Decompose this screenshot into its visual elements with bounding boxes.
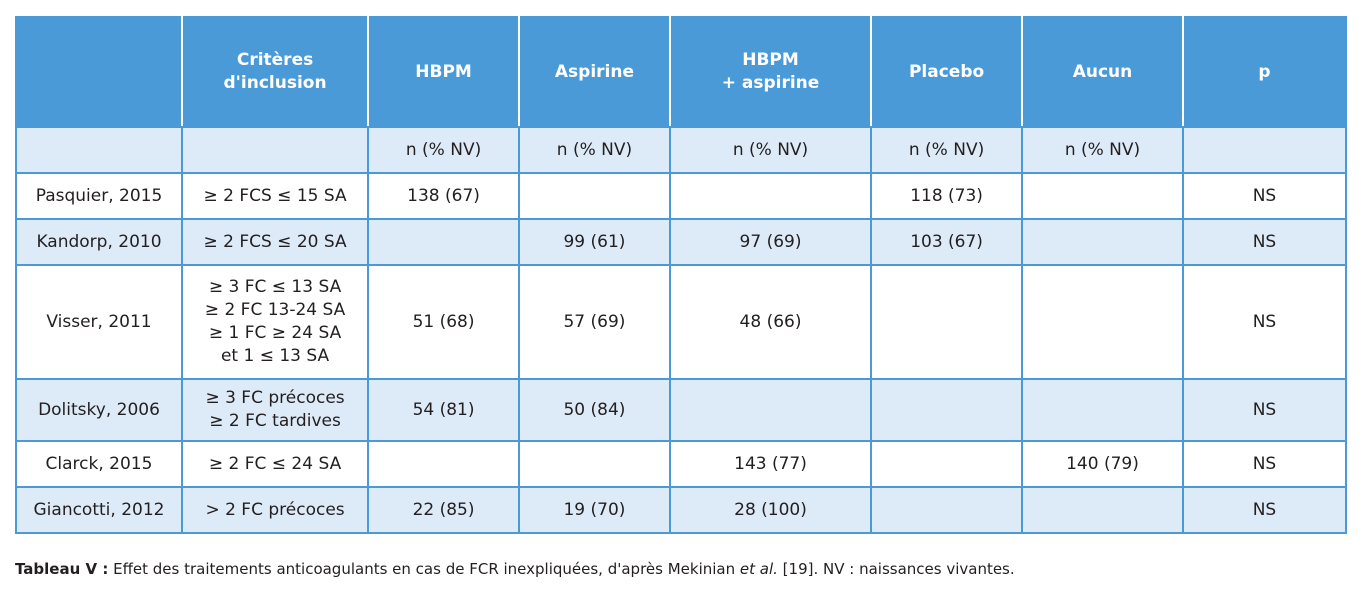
aucun-cell (1022, 487, 1183, 533)
aucun-cell: 140 (79) (1022, 441, 1183, 487)
header-study (16, 17, 182, 127)
aucun-cell (1022, 173, 1183, 219)
header-hbpm-aspirine: HBPM + aspirine (670, 17, 871, 127)
hbpm-cell (368, 219, 519, 265)
units-cell: n (% NV) (519, 127, 670, 173)
hbpm-cell: 138 (67) (368, 173, 519, 219)
hbpm-aspirine-cell: 28 (100) (670, 487, 871, 533)
caption-italic: et al. (739, 560, 778, 578)
placebo-cell (871, 487, 1022, 533)
header-inclusion-criteria: Critères d'inclusion (182, 17, 368, 127)
study-cell: Kandorp, 2010 (16, 219, 182, 265)
units-cell (16, 127, 182, 173)
units-cell: n (% NV) (871, 127, 1022, 173)
table-row (16, 441, 1346, 487)
hbpm-cell (368, 441, 519, 487)
criteria-cell: > 2 FC précoces (182, 487, 368, 533)
table-row (16, 219, 1346, 265)
aucun-cell (1022, 219, 1183, 265)
units-cell: n (% NV) (1022, 127, 1183, 173)
placebo-cell (871, 441, 1022, 487)
p-value-cell: NS (1183, 173, 1346, 219)
placebo-cell (871, 379, 1022, 441)
study-cell: Dolitsky, 2006 (16, 379, 182, 441)
units-cell: n (% NV) (368, 127, 519, 173)
caption-text: Effet des traitements anticoagulants en cas de FCR inexpliquées, d'après Mekinian (108, 560, 740, 578)
aspirine-cell: 19 (70) (519, 487, 670, 533)
criteria-cell: ≥ 3 FC ≤ 13 SA ≥ 2 FC 13-24 SA ≥ 1 FC ≥ 24 SA et 1 ≤ 13 SA (182, 265, 368, 379)
p-value-cell: NS (1183, 265, 1346, 379)
hbpm-aspirine-cell (670, 173, 871, 219)
placebo-cell (871, 265, 1022, 379)
table-row (16, 379, 1346, 441)
study-cell: Pasquier, 2015 (16, 173, 182, 219)
header-aucun: Aucun (1022, 17, 1183, 127)
aspirine-cell: 50 (84) (519, 379, 670, 441)
hbpm-aspirine-cell: 48 (66) (670, 265, 871, 379)
header-aspirine: Aspirine (519, 17, 670, 127)
table-caption (15, 560, 1015, 578)
p-value-cell: NS (1183, 379, 1346, 441)
criteria-cell: ≥ 3 FC précoces ≥ 2 FC tardives (182, 379, 368, 441)
p-value-cell: NS (1183, 219, 1346, 265)
p-value-cell: NS (1183, 441, 1346, 487)
caption-label: Tableau V : (15, 560, 109, 578)
hbpm-cell: 51 (68) (368, 265, 519, 379)
table-row (16, 487, 1346, 533)
units-cell (1183, 127, 1346, 173)
aucun-cell (1022, 379, 1183, 441)
study-cell: Clarck, 2015 (16, 441, 182, 487)
criteria-cell: ≥ 2 FCS ≤ 15 SA (182, 173, 368, 219)
header-placebo: Placebo (871, 17, 1022, 127)
criteria-cell: ≥ 2 FCS ≤ 20 SA (182, 219, 368, 265)
aspirine-cell: 57 (69) (519, 265, 670, 379)
hbpm-cell: 54 (81) (368, 379, 519, 441)
hbpm-cell: 22 (85) (368, 487, 519, 533)
aspirine-cell: 99 (61) (519, 219, 670, 265)
units-cell: n (% NV) (670, 127, 871, 173)
placebo-cell: 118 (73) (871, 173, 1022, 219)
table-row (16, 265, 1346, 379)
trial-results-table (15, 16, 1347, 534)
table-row (16, 173, 1346, 219)
header-hbpm: HBPM (368, 17, 519, 127)
hbpm-aspirine-cell: 143 (77) (670, 441, 871, 487)
aspirine-cell (519, 441, 670, 487)
criteria-cell: ≥ 2 FC ≤ 24 SA (182, 441, 368, 487)
hbpm-aspirine-cell: 97 (69) (670, 219, 871, 265)
study-cell: Giancotti, 2012 (16, 487, 182, 533)
hbpm-aspirine-cell (670, 379, 871, 441)
aspirine-cell (519, 173, 670, 219)
header-row (16, 17, 1346, 127)
p-value-cell: NS (1183, 487, 1346, 533)
header-p: p (1183, 17, 1346, 127)
caption-text-end: [19]. NV : naissances vivantes. (777, 560, 1015, 578)
units-row (16, 127, 1346, 173)
units-cell (182, 127, 368, 173)
study-cell: Visser, 2011 (16, 265, 182, 379)
placebo-cell: 103 (67) (871, 219, 1022, 265)
aucun-cell (1022, 265, 1183, 379)
